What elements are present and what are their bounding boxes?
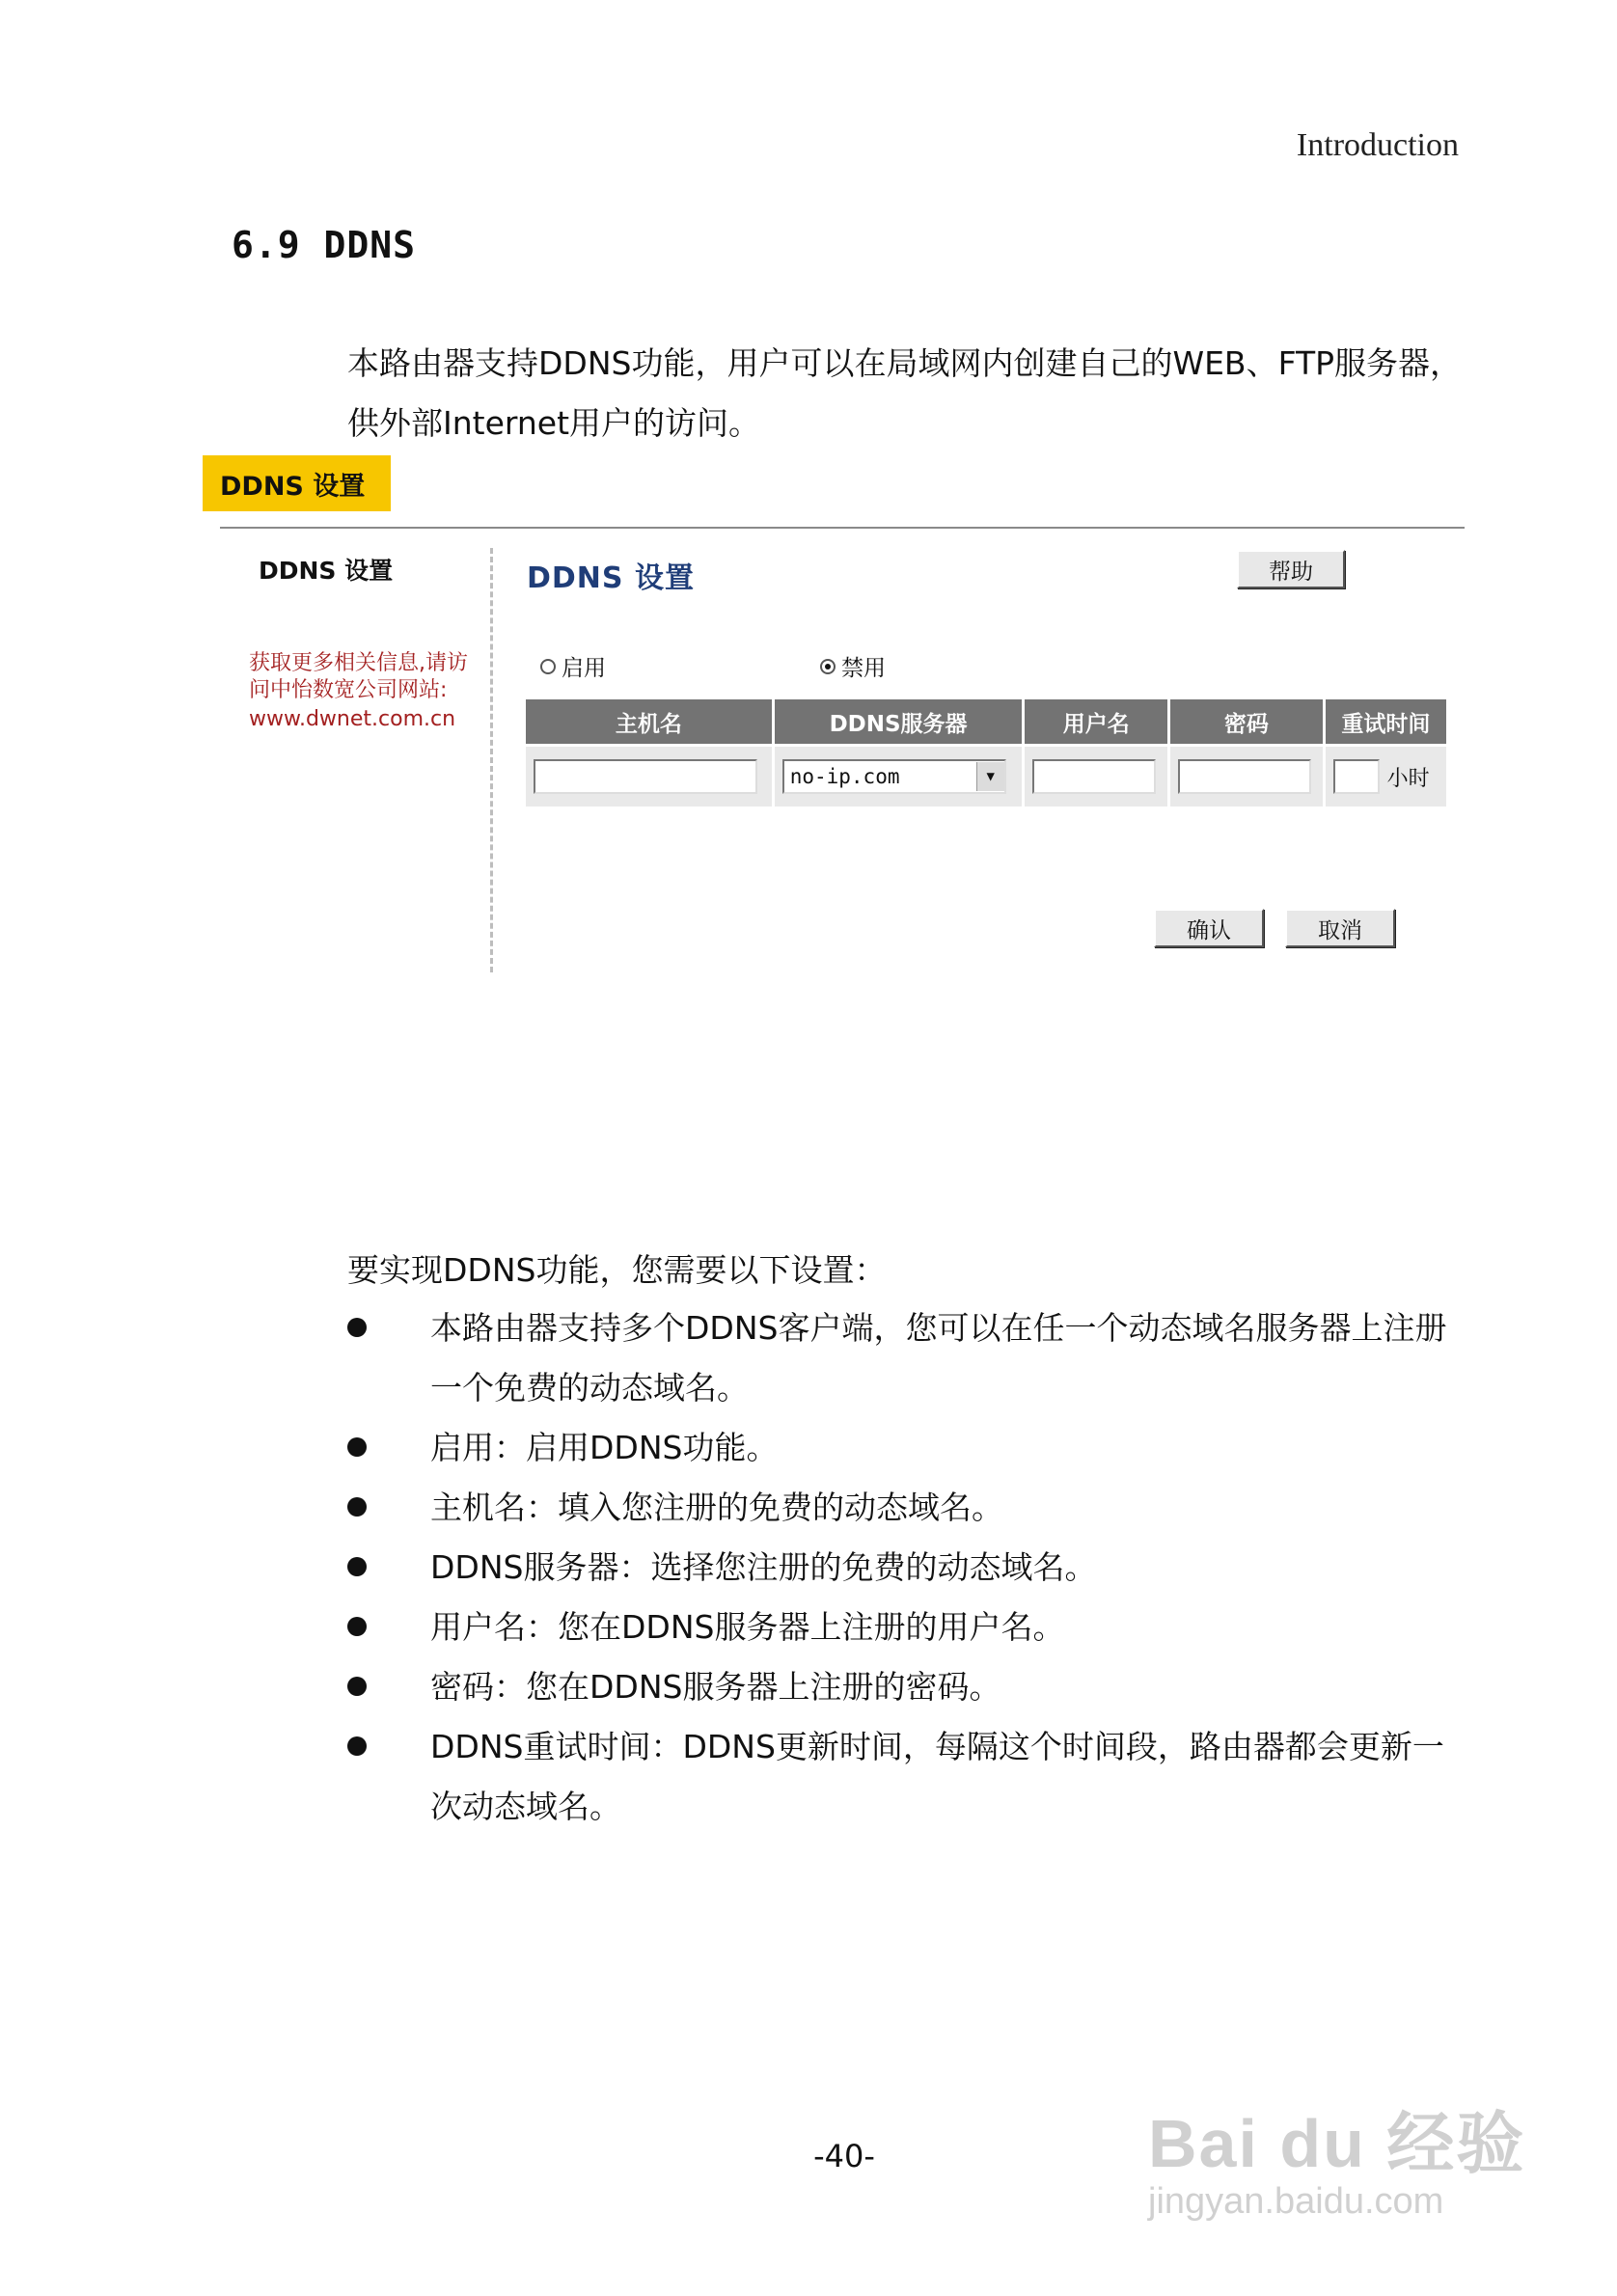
- ddns-server-value: no-ip.com: [789, 765, 900, 788]
- setup-bullet-list: [342, 1298, 1470, 1837]
- list-item-text: 用户名：您在DDNS服务器上注册的用户名。: [430, 1608, 1065, 1646]
- list-item: [342, 1598, 1470, 1657]
- list-item-text: 启用：启用DDNS功能。: [430, 1429, 779, 1466]
- sidebar-info-text: 获取更多相关信息,请访问中怡数宽公司网站:: [249, 651, 468, 702]
- retry-unit: 小时: [1386, 766, 1430, 791]
- intro-line-2: 供外部Internet用户的访问。: [347, 404, 761, 442]
- divider-line: [220, 527, 1465, 529]
- column-header-password: 密码: [1170, 699, 1323, 744]
- radio-enable-label: 启用: [562, 656, 606, 681]
- radio-enable-icon[interactable]: [540, 659, 556, 674]
- username-input[interactable]: [1032, 759, 1156, 794]
- ddns-server-select[interactable]: [782, 759, 1006, 794]
- intro-paragraph: [347, 334, 1466, 453]
- watermark-main: Bai du 经验: [1148, 2106, 1526, 2181]
- sidebar-info: [249, 650, 480, 733]
- list-item: [342, 1717, 1470, 1837]
- sidebar-title: DDNS 设置: [259, 557, 394, 585]
- page-number: -40-: [813, 2138, 875, 2174]
- confirm-button[interactable]: 确认: [1154, 909, 1264, 947]
- list-item: [342, 1478, 1470, 1538]
- panel-title: DDNS 设置: [527, 561, 695, 595]
- list-item: [342, 1538, 1470, 1598]
- column-header-username: 用户名: [1025, 699, 1167, 744]
- list-item-text: 密码：您在DDNS服务器上注册的密码。: [430, 1668, 1001, 1706]
- watermark-sub: jingyan.baidu.com: [1148, 2181, 1444, 2222]
- sidebar-divider: [490, 548, 493, 972]
- watermark-logo: [1148, 2090, 1525, 2223]
- radio-enable[interactable]: [540, 650, 606, 682]
- host-input[interactable]: [534, 759, 757, 794]
- retry-cell: [1333, 759, 1439, 794]
- bullet-icon: [347, 1497, 367, 1517]
- radio-disable-label: 禁用: [841, 656, 886, 681]
- list-item-text: 主机名：填入您注册的免费的动态域名。: [430, 1489, 1003, 1526]
- table-row: [526, 747, 1446, 806]
- bullet-icon: [347, 1617, 367, 1636]
- table-header-row: [526, 699, 1446, 744]
- bullet-icon: [347, 1318, 367, 1337]
- setup-lead: 要实现DDNS功能，您需要以下设置：: [347, 1251, 887, 1289]
- cancel-button[interactable]: 取消: [1285, 909, 1395, 947]
- list-item: [342, 1657, 1470, 1717]
- intro-line-1: 本路由器支持DDNS功能，用户可以在局域网内创建自己的WEB、FTP服务器，: [347, 344, 1463, 382]
- list-item-text: DDNS重试时间：DDNS更新时间，每隔这个时间段，路由器都会更新一次动态域名。: [430, 1728, 1444, 1825]
- radio-disable-icon[interactable]: [820, 659, 836, 674]
- list-item: [342, 1418, 1470, 1478]
- bullet-icon: [347, 1736, 367, 1756]
- list-item-text: DDNS服务器：选择您注册的免费的动态域名。: [430, 1548, 1097, 1586]
- ddns-settings-table: [523, 697, 1449, 809]
- chevron-down-icon[interactable]: ▼: [976, 762, 1004, 791]
- help-button[interactable]: 帮助: [1237, 550, 1345, 588]
- list-item: [342, 1298, 1470, 1418]
- retry-input[interactable]: [1333, 759, 1380, 794]
- sidebar-url-link[interactable]: www.dwnet.com.cn: [249, 707, 456, 731]
- bullet-icon: [347, 1437, 367, 1457]
- column-header-retry: 重试时间: [1326, 699, 1446, 744]
- page-header: Introduction: [1296, 127, 1459, 163]
- column-header-server: DDNS服务器: [775, 699, 1023, 744]
- section-title: 6.9 DDNS: [232, 224, 417, 266]
- bullet-icon: [347, 1557, 367, 1576]
- password-input[interactable]: [1178, 759, 1311, 794]
- screenshot-tag: DDNS 设置: [203, 455, 391, 511]
- list-item-text: 本路由器支持多个DDNS客户端，您可以在任一个动态域名服务器上注册一个免费的动态域名。: [430, 1309, 1447, 1407]
- radio-disable[interactable]: [820, 650, 886, 682]
- bullet-icon: [347, 1677, 367, 1696]
- column-header-host: 主机名: [526, 699, 772, 744]
